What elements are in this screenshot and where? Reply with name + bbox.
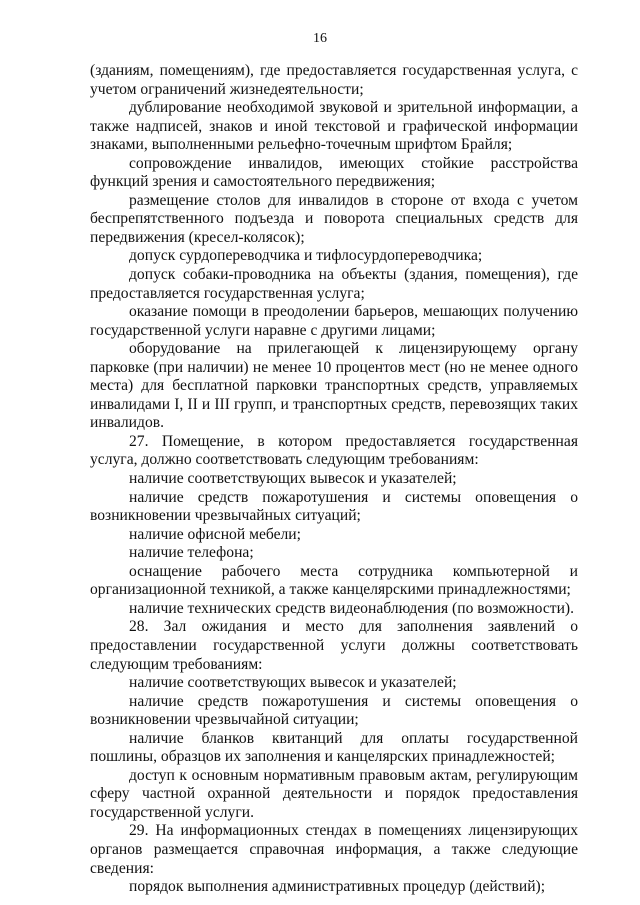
list-item-receipt-forms: наличие бланков квитанций для оплаты государственной пошлины, образцов их заполнения и канцелярских принадлежностей; [90,729,578,766]
document-body [90,62,578,897]
clause-29: 29. На информационных стендах в помещениях лицензирующих органов размещается справочная информация, а также следующие сведения: [90,822,578,877]
list-item-signs: наличие соответствующих вывесок и указателей; [129,470,457,488]
list-item-tables-placement: размещение столов для инвалидов в стороне от входа с учетом беспрепятственного подъезда и поворота специальных средств для передвижения (кресел-колясок); [90,191,578,246]
list-item-office-furniture: наличие офисной мебели; [129,525,301,543]
list-item-signs-2: наличие соответствующих вывесок и указателей; [129,674,457,692]
page-number: 16 [313,31,327,46]
list-item-telephone: наличие телефона; [129,544,254,562]
list-item-video-surveillance: наличие технических средств видеонаблюдения (по возможности). [129,599,575,617]
list-item-fire-safety: наличие средств пожаротушения и системы оповещения о возникновении чрезвычайных ситуаций; [90,488,578,525]
list-item-braille-duplication: дублирование необходимой звуковой и зрительной информации, а также надписей, знаков и иной текстовой и графической информации знаками, выполненными рельефно-точечным шрифтом Брайля; [90,99,578,154]
list-item-fire-safety-2: наличие средств пожаротушения и системы оповещения о возникновении чрезвычайной ситуации; [90,692,578,729]
list-item-guide-dog: допуск собаки-проводника на объекты (здания, помещения), где предоставляется государственная услуга; [90,266,578,302]
paragraph-continuation: (зданиям, помещениям), где предоставляется государственная услуга, с учетом ограничений жизнедеятельности; [90,62,578,98]
list-item-escort: сопровождение инвалидов, имеющих стойкие расстройства функций зрения и самостоятельного передвижения; [90,154,578,191]
list-item-parking: оборудование на прилегающей к лицензирующему органу парковке (при наличии) не менее 10 процентов мест (но не менее одного места) для бесплатной парковки транспортных средств, управляемых инвалидами I, II и III групп, и транспортных средств, перевозящих таких инвалидов. [90,340,578,432]
list-item-procedures-order: порядок выполнения административных процедур (действий); [129,878,546,896]
list-item-workplace-equipment: оснащение рабочего места сотрудника компьютерной и организационной техникой, а также канцелярскими принадлежностями; [90,562,578,599]
list-item-legal-acts-access: доступ к основным нормативным правовым актам, регулирующим сферу частной охранной деятельности и порядок предоставления государственной услуги. [90,766,578,821]
clause-28: 28. Зал ожидания и место для заполнения заявлений о предоставлении государственной услуги должны соответствовать следующим требованиям: [90,618,578,673]
list-item-barrier-assistance: оказание помощи в преодолении барьеров, мешающих получению государственной услуги наравне с другими лицами; [90,303,578,339]
clause-27: 27. Помещение, в котором предоставляется государственная услуга, должно соответствовать следующим требованиям: [90,432,578,469]
list-item-sign-interpreter: допуск сурдопереводчика и тифлосурдопереводчика; [129,247,483,265]
